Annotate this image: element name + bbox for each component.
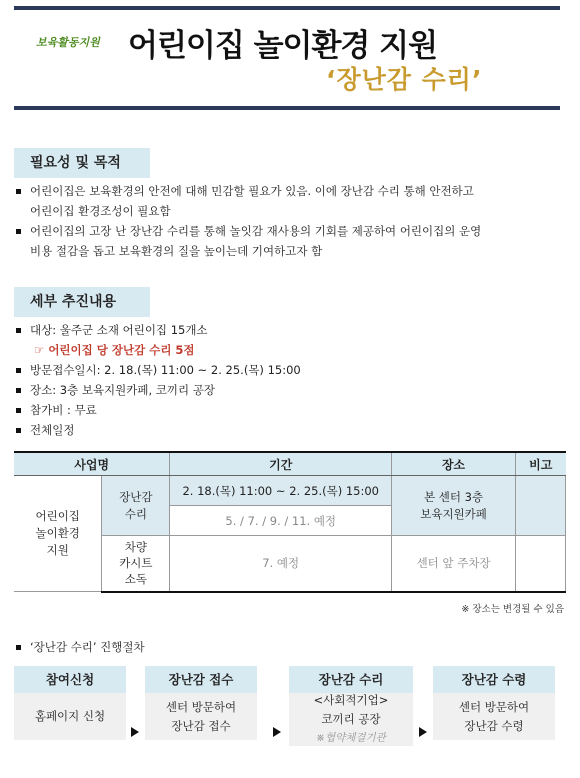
arrow-icon [419, 727, 427, 737]
step-1-body: 홈페이지 신청 [14, 693, 126, 740]
header-top-rule [14, 6, 560, 10]
detail-target: 대상: 울주군 소재 어린이집 15개소 [16, 320, 572, 340]
purpose-item-2-line-2: 비용 절감을 돕고 보육환경의 질을 높이는데 기여하고자 함 [30, 244, 323, 258]
col-header-period: 기간 [170, 452, 392, 476]
process-step-2 [145, 666, 257, 740]
item-carseat: 차량 카시트 소독 [102, 536, 170, 592]
toy-repair-remark [516, 476, 566, 536]
purpose-item-2-line-1: 어린이집의 고장 난 장난감 수리를 통해 놀잇감 재사용의 기회를 제공하여 어린이집의 운영 [16, 221, 572, 241]
carseat-period: 7. 예정 [170, 536, 392, 592]
page-title: 어린이집 놀이환경 지원 [128, 28, 438, 64]
details-list [16, 320, 572, 440]
schedule-row-1a [14, 476, 566, 506]
detail-visit: 방문접수일시: 2. 18.(목) 11:00 ~ 2. 25.(목) 15:00 [16, 360, 572, 380]
purpose-item-1-line-1: 어린이집은 보육환경의 안전에 대해 민감할 필요가 있음. 이에 장난감 수리 통해 안전하고 [16, 181, 572, 201]
header-bottom-rule [14, 106, 560, 110]
step-2-head: 장난감 접수 [145, 666, 257, 693]
process-step-1 [14, 666, 126, 740]
schedule-table [14, 451, 566, 593]
detail-target-note [16, 340, 572, 360]
col-header-program: 사업명 [14, 452, 170, 476]
step-4-head: 장난감 수령 [433, 666, 555, 693]
toy-repair-period-1: 2. 18.(목) 11:00 ~ 2. 25.(목) 15:00 [170, 476, 392, 506]
arrow-icon [131, 727, 139, 737]
step-3-head: 장난감 수리 [289, 666, 413, 693]
arrow-icon [273, 727, 281, 737]
program-name-cell: 어린이집 놀이환경 지원 [14, 476, 102, 592]
step-4-body: 센터 방문하여 장난감 수령 [433, 693, 555, 740]
section-heading-details: 세부 추진내용 [14, 287, 150, 317]
toy-repair-place: 본 센터 3층 보육지원카페 [392, 476, 516, 536]
header-tag: 보육활동지원 [36, 36, 100, 49]
process-step-3 [289, 666, 413, 746]
section-heading-purpose: 필요성 및 목적 [14, 148, 150, 178]
step-3-body: <사회적기업> 코끼리 공장 [313, 693, 389, 726]
target-note-text: 어린이집 당 장난감 수리 5점 [48, 343, 195, 357]
process-step-4 [433, 666, 555, 740]
carseat-place: 센터 앞 주차장 [392, 536, 516, 592]
process-title-wrap [16, 637, 145, 657]
toy-repair-period-2: 5. / 7. / 9. / 11. 예정 [170, 506, 392, 536]
detail-schedule-label: 전체일정 [16, 420, 572, 440]
step-3-note: ※협약체결기관 [316, 732, 386, 744]
page-subtitle: ‘장난감 수리’ [326, 65, 483, 94]
process-title: ‘장난감 수리’ 진행절차 [16, 637, 145, 657]
pointer-icon: ☞ [34, 343, 49, 357]
step-1-head: 참여신청 [14, 666, 126, 693]
carseat-remark [516, 536, 566, 592]
col-header-place: 장소 [392, 452, 516, 476]
schedule-note: ※ 장소는 변경될 수 있음 [461, 604, 564, 615]
schedule-header-row [14, 452, 566, 476]
detail-place: 장소: 3층 보육지원카페, 코끼리 공장 [16, 380, 572, 400]
purpose-list [16, 181, 572, 261]
detail-fee: 참가비 : 무료 [16, 400, 572, 420]
step-3-body-wrap [289, 693, 413, 746]
item-toy-repair: 장난감 수리 [102, 476, 170, 536]
purpose-item-1-line-2: 어린이집 환경조성이 필요함 [30, 204, 171, 218]
step-2-body: 센터 방문하여 장난감 접수 [145, 693, 257, 740]
col-header-remark: 비고 [516, 452, 566, 476]
